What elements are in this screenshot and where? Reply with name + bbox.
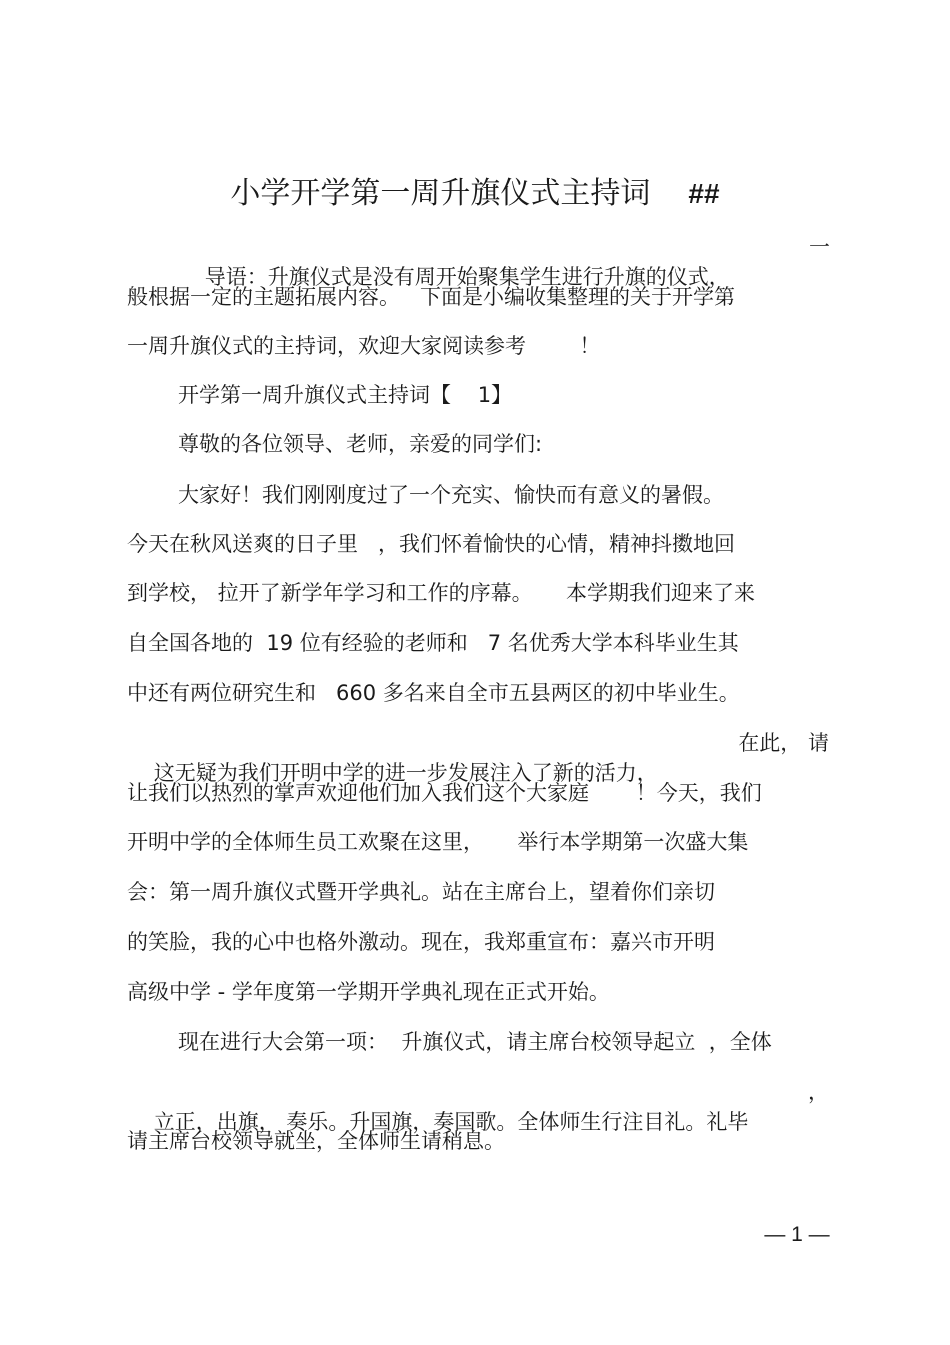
paragraph-line: 大家好！我们刚刚度过了一个充实、愉快而有意义的暑假。 xyxy=(178,483,724,507)
paragraph-line: 现在进行大会第一项： 升旗仪式，请主席台校领导起立 ，全体 xyxy=(178,1030,772,1054)
paragraph-line: 中还有两位研究生和 660 多名来自全市五县两区的初中毕业生。 xyxy=(127,681,740,705)
paragraph-line: 自全国各地的 19 位有经验的老师和 7 名优秀大学本科毕业生其 xyxy=(127,631,739,655)
paragraph-line: 导语：升旗仪式是没有周开始聚集学生进行升旗的仪式， 一 xyxy=(204,235,830,289)
title-suffix: ## xyxy=(688,178,720,209)
salutation-line: 尊敬的各位领导、老师，亲爱的同学们: xyxy=(178,432,543,456)
paragraph-line: 般根据一定的主题拓展内容。 下面是小编收集整理的关于开学第 xyxy=(127,285,736,309)
paragraph-line: 今天在秋风送爽的日子里 ，我们怀着愉快的心情，精神抖擞地回 xyxy=(127,532,736,556)
paragraph-line: 一周升旗仪式的主持词，欢迎大家阅读参考 ！ xyxy=(127,334,601,358)
paragraph-line: 会：第一周升旗仪式暨开学典礼。站在主席台上，望着你们亲切 xyxy=(127,880,715,904)
paragraph-line: 这无疑为我们开明中学的进一步发展注入了新的活力， 在此， 请 xyxy=(153,731,829,785)
section-heading: 开学第一周升旗仪式主持词【 1】 xyxy=(178,383,513,407)
paragraph-line: 高级中学 - 学年度第一学期开学典礼现在正式开始。 xyxy=(127,980,610,1004)
title-text: 小学开学第一周升旗仪式主持词 xyxy=(230,176,651,211)
paragraph-line: 立正，出旗， 奏乐。升国旗，奏国歌。全体师生行注目礼。礼毕 ， xyxy=(153,1080,829,1134)
paragraph-line: 让我们以热烈的掌声欢迎他们加入我们这个大家庭 ！今天，我们 xyxy=(127,781,762,805)
paragraph-line: 到学校， 拉开了新学年学习和工作的序幕。 本学期我们迎来了来 xyxy=(127,581,756,605)
paragraph-line: 请主席台校领导就坐，全体师生请稍息。 xyxy=(127,1129,505,1153)
page-number: — 1 — xyxy=(764,1223,830,1246)
paragraph-line: 的笑脸，我的心中也格外激动。现在，我郑重宣布：嘉兴市开明 xyxy=(127,930,715,954)
paragraph-line: 开明中学的全体师生员工欢聚在这里， 举行本学期第一次盛大集 xyxy=(127,830,749,854)
document-title xyxy=(0,172,950,216)
